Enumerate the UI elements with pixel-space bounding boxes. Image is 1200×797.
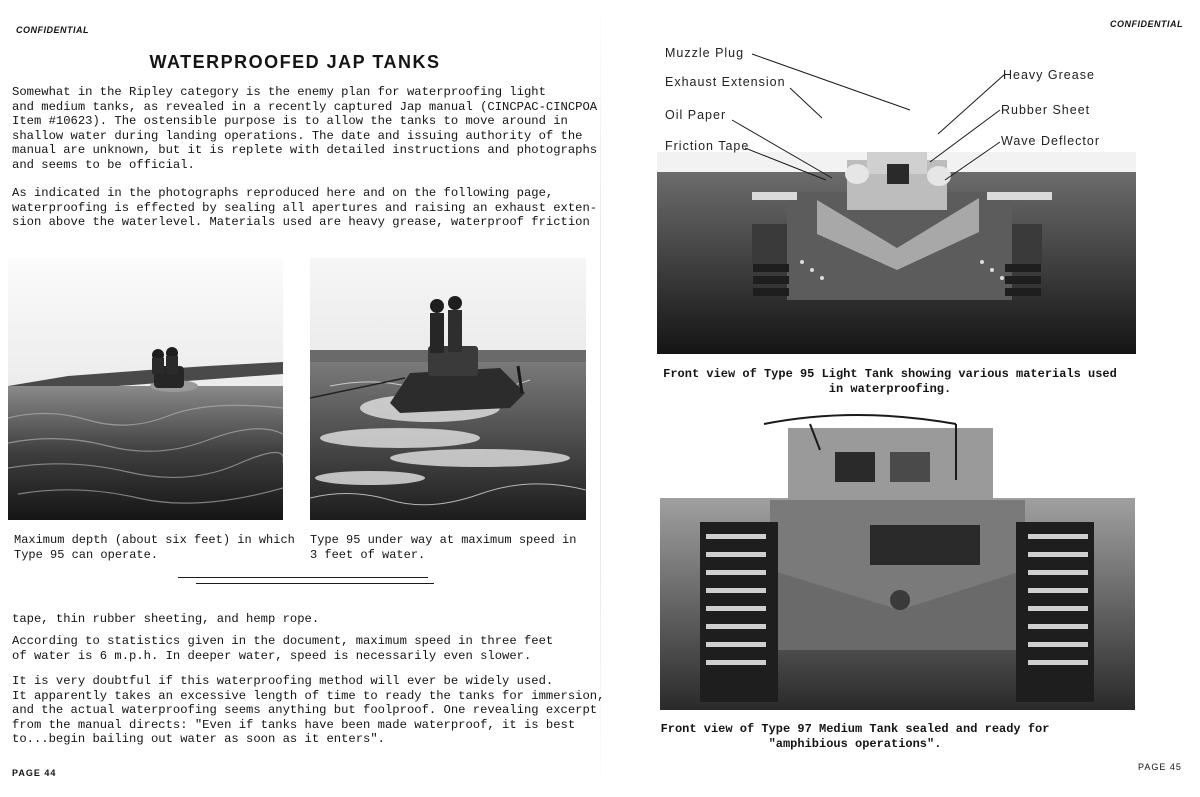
callout-rubber-sheet: Rubber Sheet [1001, 103, 1091, 117]
confidential-stamp-left: CONFIDENTIAL [16, 25, 89, 35]
continuation-paragraph-1: tape, thin rubber sheeting, and hemp rope. [12, 612, 320, 626]
callout-heavy-grease: Heavy Grease [1003, 68, 1095, 82]
photo-caption-max-depth: Maximum depth (about six feet) in which Type 95 can operate. [14, 533, 295, 562]
callout-friction-tape: Friction Tape [665, 139, 750, 153]
intro-paragraph-2: As indicated in the photographs reproduced here and on the following page, waterproofing is effected by sealing all apertures and raising an exhaust exten- sion above the waterlevel. Materials used are heavy grease, waterproof friction [12, 186, 598, 230]
caption-type97-front-view: Front view of Type 97 Medium Tank sealed and ready for "amphibious operations". [660, 722, 1050, 751]
article-title: WATERPROOFED JAP TANKS [149, 52, 441, 72]
photo-type95-front-view [657, 152, 1136, 354]
caption-type95-front-view: Front view of Type 95 Light Tank showing various materials used in waterproofing. [663, 367, 1117, 396]
callout-muzzle-plug: Muzzle Plug [665, 46, 745, 60]
photo-tank-underway [310, 258, 586, 520]
photo-caption-underway: Type 95 under way at maximum speed in 3 feet of water. [310, 533, 577, 562]
photo-type97-front-view [660, 410, 1135, 710]
callout-exhaust-extension: Exhaust Extension [665, 75, 786, 89]
photo-tank-max-depth [8, 258, 283, 520]
callout-oil-paper: Oil Paper [665, 108, 727, 122]
callout-wave-deflector: Wave Deflector [1001, 134, 1100, 148]
page-number-left: PAGE 44 [12, 768, 57, 778]
continuation-paragraph-3: It is very doubtful if this waterproofing method will ever be widely used. It apparently takes an excessive length of time to ready the tanks for immersion, and the actual waterproofing seems anything but foolproof. One revealing excerpt from the manual directs: "Even if tanks have been made waterproof, it is best to...begin bailing out water as soon as it enters". [12, 674, 605, 747]
confidential-stamp-right: CONFIDENTIAL [1110, 19, 1183, 29]
section-rule-1 [178, 577, 428, 578]
continuation-paragraph-2: According to statistics given in the document, maximum speed in three feet of water is 6 m.p.h. In deeper water, speed is necessarily even slower. [12, 634, 554, 663]
section-rule-2 [196, 583, 434, 584]
intro-paragraph-1: Somewhat in the Ripley category is the enemy plan for waterproofing light and medium tanks, as revealed in a recently captured Jap manual (CINCPAC-CINCPOA Item #10623). The ostensible purpose is to allow the tanks to move around in shallow water during landing operations. The date and issuing authority of the manual are unknown, but it is replete with detailed instructions and photographs and seems to be official. [12, 85, 598, 172]
page-number-right: PAGE 45 [1138, 762, 1182, 772]
